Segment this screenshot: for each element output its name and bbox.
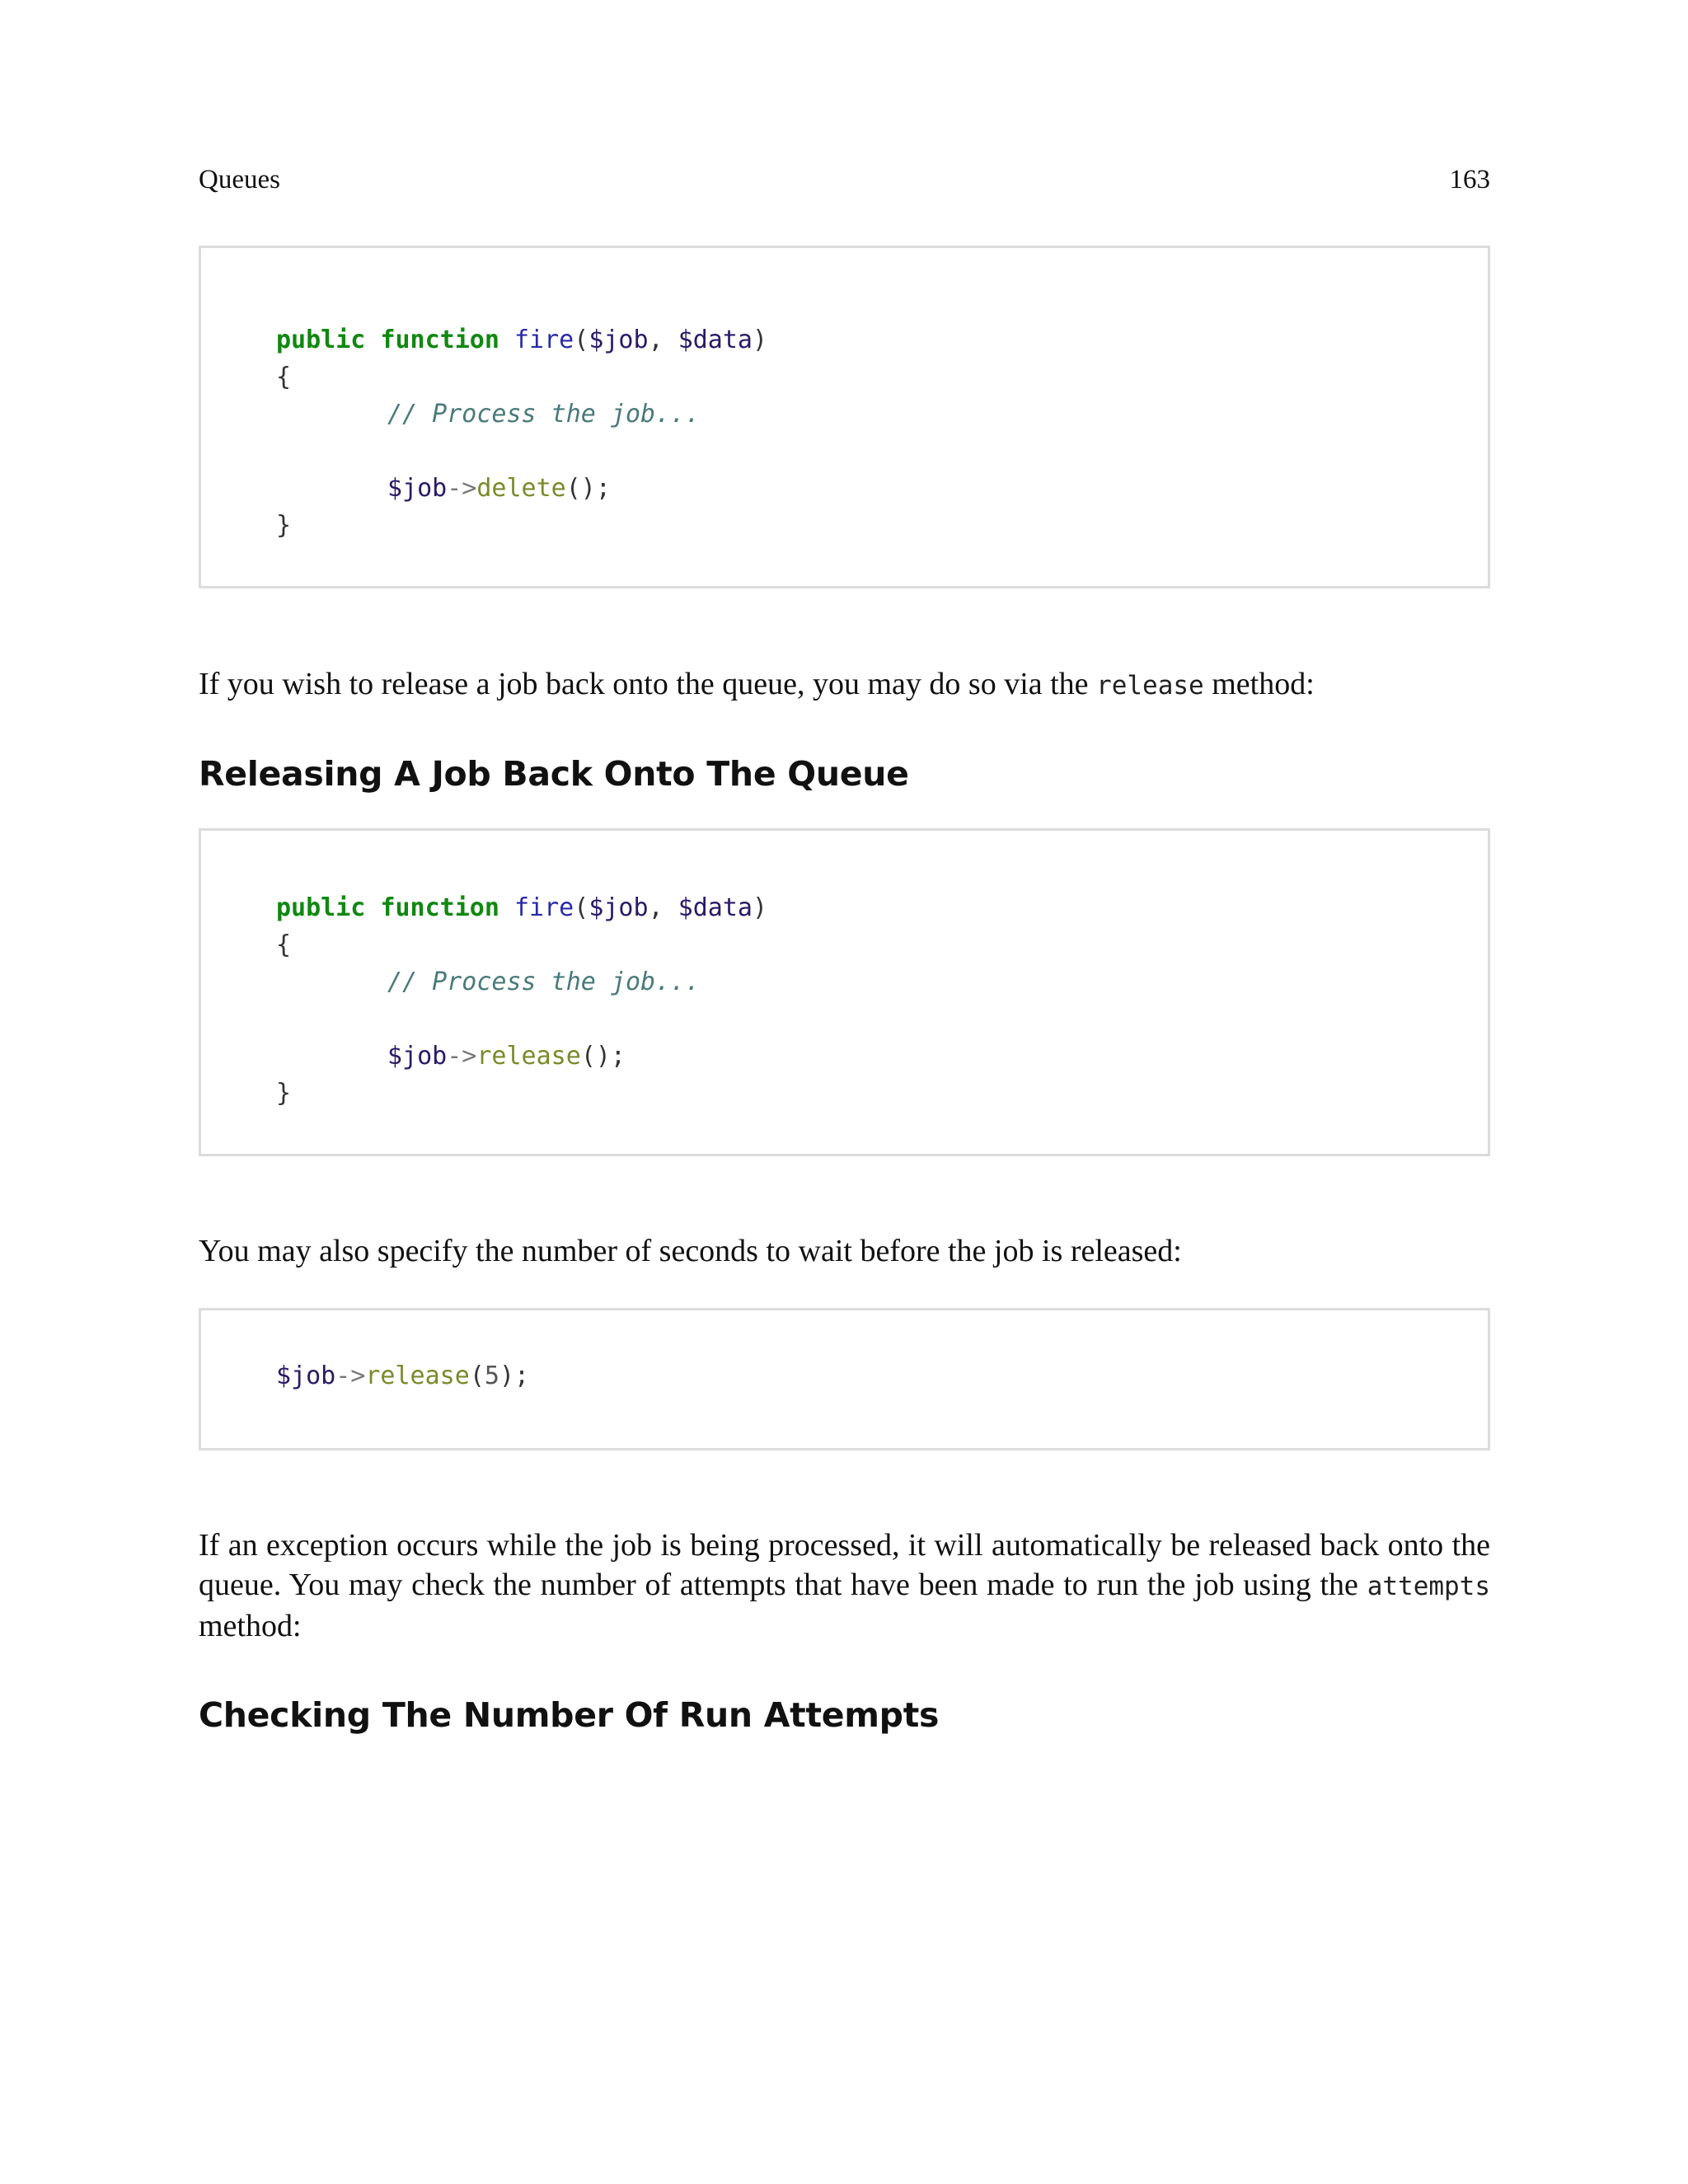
paren-open: ( xyxy=(574,326,589,354)
code-line-call xyxy=(387,1038,626,1075)
arg-job: $job xyxy=(588,893,649,922)
paragraph-text-end: method: xyxy=(199,1609,302,1643)
paragraph-release-intro xyxy=(199,664,1490,705)
paren-close: ) xyxy=(753,326,768,354)
call-method: release xyxy=(365,1361,470,1390)
call-method: release xyxy=(476,1042,581,1071)
code-block-release xyxy=(199,828,1490,1156)
keyword-function: function xyxy=(380,893,499,922)
call-close: ); xyxy=(499,1361,530,1390)
call-var: $job xyxy=(387,474,448,503)
paragraph-text: If you wish to release a job back onto the queue, you may do so via the xyxy=(199,667,1089,701)
call-arrow: -> xyxy=(447,1042,477,1071)
keyword-public: public xyxy=(276,893,366,922)
call-args: (); xyxy=(580,1042,626,1071)
code-line-call xyxy=(276,1357,529,1394)
call-var: $job xyxy=(276,1361,336,1390)
function-name: fire xyxy=(514,326,574,354)
paragraph-release-delay: You may also specify the number of seconds to wait before the job is released: xyxy=(199,1234,1182,1268)
code-line-close-brace: } xyxy=(276,1079,292,1108)
heading-releasing-job: Releasing A Job Back Onto The Queue xyxy=(199,754,909,794)
arg-separator: , xyxy=(648,893,678,922)
page-number: 163 xyxy=(1449,165,1490,194)
inline-code-release: release xyxy=(1096,671,1204,701)
arg-job: $job xyxy=(588,326,649,354)
paragraph-text: If an exception occurs while the job is being processed, it will automatically be released back onto the queue. You may check the number of attempts that have been made to run the job using the xyxy=(199,1528,1490,1602)
call-args: (); xyxy=(565,474,611,503)
paren-open: ( xyxy=(574,893,589,922)
code-line-signature xyxy=(276,321,767,359)
code-block-release-delay xyxy=(199,1308,1490,1451)
code-line-call xyxy=(387,470,611,507)
arg-data: $data xyxy=(678,893,753,922)
call-var: $job xyxy=(387,1042,448,1071)
paren-close: ) xyxy=(753,893,768,922)
call-seconds: 5 xyxy=(484,1361,499,1390)
heading-run-attempts: Checking The Number Of Run Attempts xyxy=(199,1695,940,1735)
keyword-function: function xyxy=(380,326,499,354)
function-name: fire xyxy=(514,893,574,922)
code-line-comment: // Process the job... xyxy=(387,968,701,996)
inline-code-attempts: attempts xyxy=(1367,1572,1491,1601)
keyword-public: public xyxy=(276,326,366,354)
running-header xyxy=(199,159,1490,200)
code-line-comment: // Process the job... xyxy=(387,400,701,429)
code-line-signature xyxy=(276,889,767,926)
arg-data: $data xyxy=(678,326,753,354)
code-block-delete xyxy=(199,246,1490,588)
code-line-open-brace: { xyxy=(276,930,292,959)
paragraph-exception xyxy=(199,1526,1490,1646)
call-open: ( xyxy=(469,1361,485,1390)
section-name: Queues xyxy=(199,165,280,194)
call-arrow: -> xyxy=(447,474,477,503)
arg-separator: , xyxy=(648,326,678,354)
call-method: delete xyxy=(476,474,566,503)
code-line-close-brace: } xyxy=(276,511,292,540)
call-arrow: -> xyxy=(335,1361,366,1390)
code-line-open-brace: { xyxy=(276,363,292,391)
paragraph-text-end: method: xyxy=(1212,667,1315,701)
